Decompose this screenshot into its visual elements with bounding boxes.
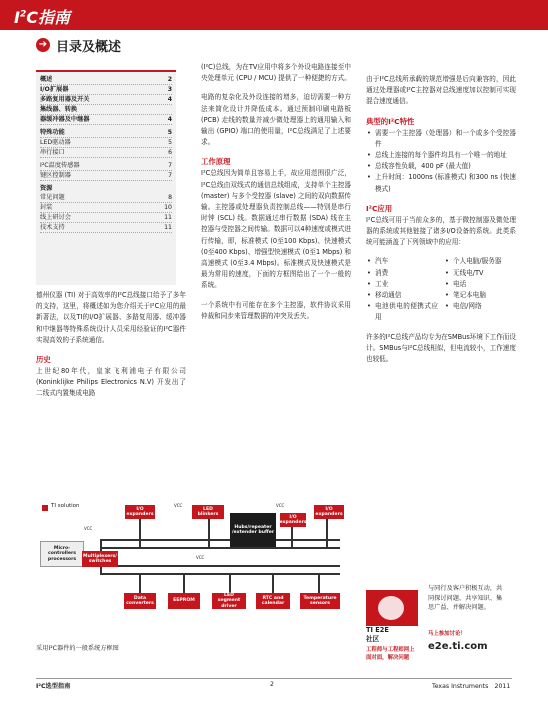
bus-drop bbox=[229, 573, 231, 595]
bus-drop bbox=[208, 517, 210, 549]
block-microcontroller: Micro-controllers processors bbox=[40, 541, 84, 567]
e2e-join-link[interactable]: 马上参加讨论！ bbox=[428, 631, 466, 637]
toc-entry-page: 3 bbox=[167, 86, 172, 93]
list-item: • 个人电脑/服务器 bbox=[444, 256, 516, 267]
toc-entry[interactable] bbox=[40, 95, 172, 105]
col2-paragraph-3: I²C总线因为简单且容易上手，故应用范围很广泛，I²C总线由双线式的通信总线组成，支持单个主控器 (master) 与多个受控器 (slave) 之间的双向数据传输。主控器或处理器负责控制总线——特别是串行时钟 (SCL) 线。数据通过串行数据 (SDA) 线在主控器与受控器之间传输。数据可以4种速度或模式进行传输，即，标准模式 (0至100 Kbps)、快速模式 (0至400 Kbps)、增强型快速模式 (0至1 Mbps) 和高速模式 (0至3.4 Mbps)。标准模式及快速模式是最为常用的速度，下面的方框图给出了一个一般的系统。 bbox=[201, 169, 352, 290]
e2e-community-ad bbox=[366, 585, 506, 661]
list-item: • 上升时间：1000ns (标准模式) 和300 ns (快速模式) bbox=[366, 172, 516, 194]
vcc-label: VCC bbox=[174, 503, 183, 508]
list-item: • 总线上连接的每个器件均具有一个唯一的地址 bbox=[366, 150, 516, 161]
e2e-logo bbox=[366, 590, 418, 626]
list-item: • 汽车 bbox=[366, 256, 438, 267]
e2e-tagline: 工程师与工程师网上 面对面，解决问题 bbox=[366, 647, 415, 661]
vcc-label: VCC bbox=[84, 526, 93, 531]
toc-entry-label: I²C温度传感器 bbox=[40, 162, 80, 169]
list-item: • 移动通信 bbox=[366, 290, 438, 301]
bus-drop bbox=[183, 573, 185, 595]
footer-doc-title: I²C选型指南 bbox=[36, 683, 71, 690]
vcc-label: VCC bbox=[276, 503, 285, 508]
toc-entry-label: 常见问题 bbox=[40, 194, 65, 201]
principle-heading: 工作原理 bbox=[201, 157, 231, 167]
toc-entry-label: 器缓冲器及中继器 bbox=[40, 116, 90, 123]
toc-entry[interactable] bbox=[40, 75, 172, 85]
block-data-converter: Data converters bbox=[124, 593, 156, 609]
toc-entry-page: 8 bbox=[168, 194, 172, 201]
e2e-url[interactable]: e2e.ti.com bbox=[428, 641, 488, 652]
diagram-caption: 采用I²C器件的一般系统方框图 bbox=[36, 645, 119, 652]
toc-entry[interactable] bbox=[40, 203, 172, 213]
toc-entry-page: 4 bbox=[167, 116, 172, 123]
table-of-contents bbox=[36, 70, 176, 285]
applications-list bbox=[366, 256, 516, 323]
toc-entry[interactable] bbox=[40, 213, 172, 223]
list-item: • 电池供电的便携式应用 bbox=[366, 301, 438, 323]
page-title: $I^2C$指南 bbox=[14, 8, 70, 27]
toc-entry-page: 6 bbox=[168, 149, 172, 156]
toc-entry-page: 4 bbox=[167, 96, 172, 103]
toc-entry-label: 线上研讨会 bbox=[40, 214, 71, 221]
toc-entry-page: 11 bbox=[164, 214, 172, 221]
e2e-description: 与同行及客户积极互动，共同探讨问题、共享知识、集思广益、并解决问题。 bbox=[428, 585, 503, 611]
list-item: • 总线容性负载，400 pF (最大值) bbox=[366, 161, 516, 172]
page-number: 2 bbox=[270, 681, 274, 688]
toc-entry[interactable] bbox=[40, 193, 172, 203]
section-title-text: 目录及概述 bbox=[56, 39, 122, 55]
toc-entry[interactable] bbox=[40, 85, 172, 95]
header-bar bbox=[0, 0, 548, 30]
toc-entry[interactable] bbox=[40, 161, 172, 171]
col2-paragraph-1: (I²C)总线，为在TV应用中将多个外设电路连接至中央处理单元 (CPU / MCU) 提供了一种便捷的方式。 bbox=[201, 63, 351, 83]
toc-entry-label: 概述 bbox=[40, 76, 53, 83]
toc-entry-label: 封装 bbox=[40, 204, 53, 211]
column-2 bbox=[201, 62, 351, 322]
bus-line-lower-sda bbox=[100, 565, 340, 567]
block-eeprom: EEPROM bbox=[168, 593, 200, 609]
list-item: • 无线电/TV bbox=[444, 268, 516, 279]
toc-entry-label: 技术支持 bbox=[40, 224, 65, 231]
toc-entry-page: 5 bbox=[167, 129, 172, 136]
col3-paragraph-1: 由于I²C总线所承载的规范增强是后向兼容的，因此通过处理器或I²C主控器对总线速度加以控制可实现混合速度通信。 bbox=[366, 75, 516, 106]
list-item: • 需要一个主控器（处理器）和一个或多个受控器件 bbox=[366, 128, 516, 150]
toc-entry[interactable] bbox=[40, 223, 172, 233]
toc-entry[interactable] bbox=[40, 138, 172, 148]
history-heading: 历史 bbox=[36, 355, 51, 365]
bus-drop bbox=[139, 517, 141, 549]
toc-entry-page: 7 bbox=[168, 172, 172, 179]
toc-entry-page: 5 bbox=[168, 139, 172, 146]
toc-entry-page: 11 bbox=[164, 224, 172, 231]
toc-entry-label: 多路复用器及开关 bbox=[40, 96, 90, 103]
block-hub-repeater: Hubs/repeater /extender buffer bbox=[230, 513, 276, 547]
block-led-blinker: LED blinkers bbox=[192, 505, 224, 519]
bus-drop bbox=[326, 517, 328, 549]
column-3 bbox=[366, 74, 516, 365]
col2-paragraph-4: 一个系统中有可能存在多个主控器，软件协议采用仲裁和同步来管理数据的冲突及丢失。 bbox=[201, 300, 351, 320]
bus-line-lower-scl bbox=[100, 573, 340, 575]
smbus-paragraph: 许多的I²C总线产品均专为在SMBus环境下工作而设计。SMBus与I²C总线相似，但电流较小，工作速度也较低。 bbox=[366, 332, 516, 364]
toc-entry-label: 键区控制器 bbox=[40, 172, 71, 179]
list-item: • 电话 bbox=[444, 279, 516, 290]
footer-publisher: Texas Instruments 2011 bbox=[432, 683, 511, 690]
arrow-right-icon: ➔ bbox=[36, 38, 50, 52]
block-temperature-sensor: Temperature sensors bbox=[300, 593, 340, 609]
toc-entry-page: 10 bbox=[164, 204, 172, 211]
toc-entry-label: I/O扩展器 bbox=[40, 86, 69, 93]
toc-entry[interactable] bbox=[40, 148, 172, 158]
bus-drop bbox=[318, 573, 320, 595]
features-list bbox=[366, 128, 516, 195]
toc-entry-page: 7 bbox=[168, 162, 172, 169]
bus-line-sda bbox=[100, 539, 340, 541]
block-io-expander: I/O expanders bbox=[126, 506, 154, 517]
toc-entry[interactable] bbox=[40, 128, 172, 138]
block-io-expander: I/O expanders bbox=[279, 514, 307, 525]
applications-intro: I²C总线可用于当前众多的，基于微控制器及微处理器的系统或其他链接了诸多I/O设备的系统。此类系统可能涵盖了下列领域中的应用： bbox=[366, 215, 516, 247]
block-multiplexer: Multiplexers/ switches bbox=[82, 551, 118, 567]
system-block-diagram bbox=[36, 497, 356, 615]
e2e-label: TI E2E 社区 bbox=[366, 626, 389, 643]
block-led-segment-driver: LED segment driver bbox=[212, 593, 246, 609]
section-title bbox=[36, 36, 121, 54]
column-1 bbox=[36, 290, 186, 400]
history-paragraph: 上世纪80年代，皇家飞利浦电子有限公司 (Koninklijke Philips Electronics N.V) 开发出了二线式内置集成电路 bbox=[36, 367, 186, 398]
list-item: • 笔记本电脑 bbox=[444, 290, 516, 301]
intro-paragraph: 德州仪器 (TI) 对于高效率的I²C总线接口给予了多年的支持，这里，将概述如为您介绍关于I²C应用的最新著法，以及TI的I/O扩展器、多路复用器、缓冲器和中继器等特殊系统设计人员采用经验证的I²C器件实现高效的子系统通信。 bbox=[36, 291, 186, 344]
vcc-label: VCC bbox=[196, 555, 205, 560]
features-heading: 典型的I²C特性 bbox=[366, 116, 415, 126]
bus-drop bbox=[139, 573, 141, 595]
toc-entry-label: 串行接口 bbox=[40, 149, 65, 156]
applications-heading: I²C应用 bbox=[366, 203, 393, 213]
col2-paragraph-2: 电路的复杂化及外设连接的增多，迫切需要一种方法来简化设计并降低成本。通过预制印刷电路板 (PCB) 走线的数量并减少微处理器上的通用输入和输出 (GPIO) 端口的使用量，I²C总线满足了上述要求。 bbox=[201, 93, 351, 147]
legend-label: TI solution bbox=[51, 503, 80, 509]
list-item: • 工业 bbox=[366, 279, 438, 290]
toc-entry[interactable] bbox=[40, 184, 172, 193]
toc-entry-label: LED驱动器 bbox=[40, 139, 71, 146]
toc-entry-page: 2 bbox=[167, 76, 172, 83]
block-rtc-calendar: RTC and calendar bbox=[256, 593, 290, 609]
toc-entry-label: 资源 bbox=[40, 185, 53, 192]
block-io-expander: I/O expanders bbox=[315, 506, 343, 517]
legend-swatch bbox=[42, 505, 48, 511]
toc-entry-label: 集线器、转换 bbox=[40, 106, 78, 113]
bus-drop bbox=[272, 573, 274, 595]
toc-entry[interactable] bbox=[40, 115, 172, 125]
toc-entry-label: 特殊功能 bbox=[40, 129, 65, 136]
footer-divider bbox=[36, 678, 512, 679]
toc-entry[interactable] bbox=[40, 171, 172, 181]
list-item: • 消费 bbox=[366, 268, 438, 279]
toc-entry[interactable] bbox=[40, 105, 172, 115]
list-item: • 电信/网络 bbox=[444, 301, 516, 323]
bus-line-scl bbox=[100, 547, 340, 549]
